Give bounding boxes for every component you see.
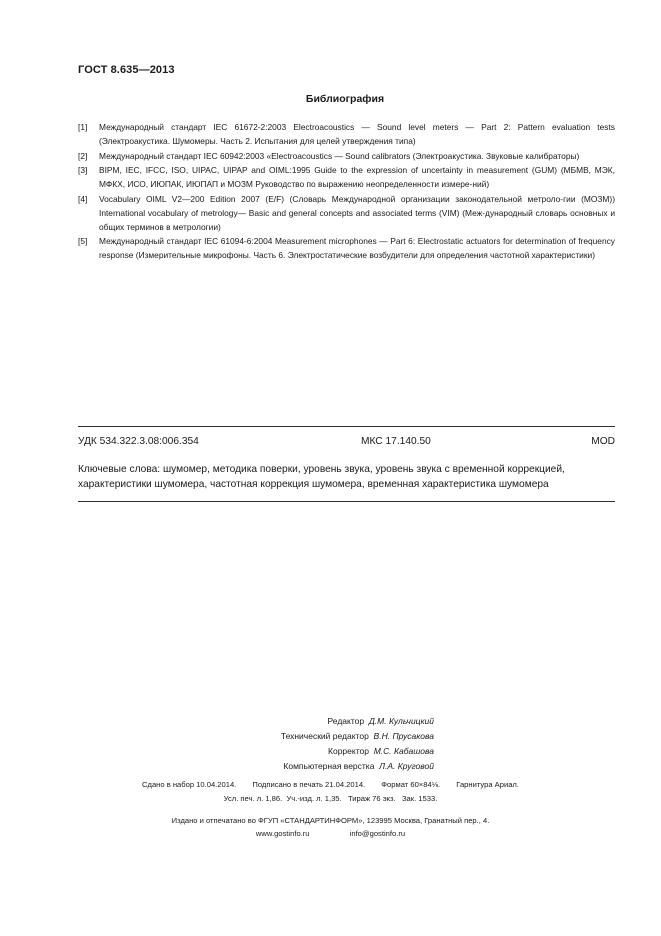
imprint-format: Формат 60×84⅛. — [381, 780, 441, 789]
mod-label: MOD — [591, 436, 615, 447]
bibliography-item — [78, 163, 615, 191]
bibliography-item-number: [5] — [78, 236, 88, 246]
staff-person: Д.М. Кульчицкий — [368, 716, 434, 726]
bibliography-item-text: Международный стандарт IEC 61094-6:2004 Measurement microphones — Part 6: Electrostatic actuators for determination of frequency response (Измерительные микрофоны. Часть 6. Электростатические возбудители для определения частотной характеристики) — [99, 236, 615, 260]
staff-line — [200, 744, 434, 759]
bibliography-item-text: Vocabulary OIML V2—200 Edition 2007 (E/F) (Словарь Международной организации законодательной метроло-гии (МОЗМ)) International vocabulary of metrology— Basic and general concepts and associated terms (VIM) (Меж-дународный словарь основных и общих терминов в метрологии) — [99, 193, 615, 232]
divider-top — [78, 426, 615, 427]
imprint — [0, 778, 661, 806]
bibliography-item-number: [2] — [78, 150, 88, 161]
bibliography-title: Библиография — [305, 93, 385, 105]
staff-credits — [200, 714, 434, 774]
staff-role: Корректор — [328, 746, 369, 756]
staff-role: Компьютерная верстка — [283, 761, 375, 771]
publisher-email: info@gostinfo.ru — [349, 829, 406, 838]
divider-bottom — [78, 501, 615, 502]
publisher-contacts — [0, 827, 661, 840]
staff-role: Технический редактор — [280, 731, 369, 741]
mks-code: МКС 17.140.50 — [361, 436, 431, 447]
staff-line — [200, 759, 434, 774]
imprint-order: Зак. 1533. — [401, 794, 438, 803]
imprint-run: Тираж 76 экз. — [347, 794, 396, 803]
publisher-website: www.gostinfo.ru — [255, 829, 310, 838]
bibliography-item-number: [4] — [78, 193, 88, 204]
bibliography-item-text: Международный стандарт IEC 61672-2:2003 Electroacoustics — Sound level meters — Part 2: Pattern evaluation tests (Электроакустика. Шумомеры. Часть 2. Испытания для целей утверждения типа) — [99, 122, 615, 146]
udk-code: УДК 534.322.3.08:006.354 — [78, 436, 199, 447]
imprint-line-1 — [0, 778, 661, 792]
staff-person: М.С. Кабашова — [373, 746, 434, 756]
imprint-edition-sheets: Уч.-изд. л. 1,35. — [286, 794, 342, 803]
staff-role: Редактор — [327, 716, 365, 726]
staff-line — [200, 729, 434, 744]
imprint-sheets: Усл. печ. л. 1,86. — [223, 794, 283, 803]
bibliography-item-number: [3] — [78, 165, 88, 175]
publisher-line: Издано и отпечатано во ФГУП «СТАНДАРТИНФОРМ», 123995 Москва, Гранатный пер., 4. — [171, 816, 490, 825]
bibliography-item-text: BIPM, IEC, IFCC, ISO, UIPAC, UIPAP and OIML:1995 Guide to the expression of uncertainty in measurement (GUM) (МБМВ, МЭК, МФКХ, ИСО, ИЮПАК, ИЮПАП и МОЗМ Руководство по выражению неопределенности измере-ний) — [99, 165, 615, 189]
publisher-info — [0, 814, 661, 840]
bibliography-list — [78, 120, 615, 263]
bibliography-item-number: [1] — [78, 122, 88, 132]
bibliography-item — [78, 192, 615, 234]
staff-person: Л.А. Круговой — [379, 761, 434, 771]
bibliography-item — [78, 149, 615, 163]
bibliography-item-text: Международный стандарт IEC 60942:2003 «Electroacoustics — Sound calibrators (Электроакустика. Звуковые калибраторы) — [99, 150, 580, 161]
keywords: Ключевые слова: шумомер, методика поверки, уровень звука, уровень звука с временной коррекцией, характеристики шумомера, частотная коррекция шумомера, временная характеристика шумомера — [78, 464, 565, 490]
imprint-line-2 — [0, 792, 661, 806]
imprint-font: Гарнитура Ариал. — [456, 780, 519, 789]
bibliography-item — [78, 234, 615, 262]
document-header: ГОСТ 8.635—2013 — [78, 64, 175, 76]
imprint-sent: Сдано в набор 10.04.2014. — [142, 780, 237, 789]
staff-person: В.Н. Прусакова — [373, 731, 434, 741]
bibliography-item — [78, 120, 615, 148]
staff-line — [200, 714, 434, 729]
imprint-signed: Подписано в печать 21.04.2014. — [252, 780, 366, 789]
